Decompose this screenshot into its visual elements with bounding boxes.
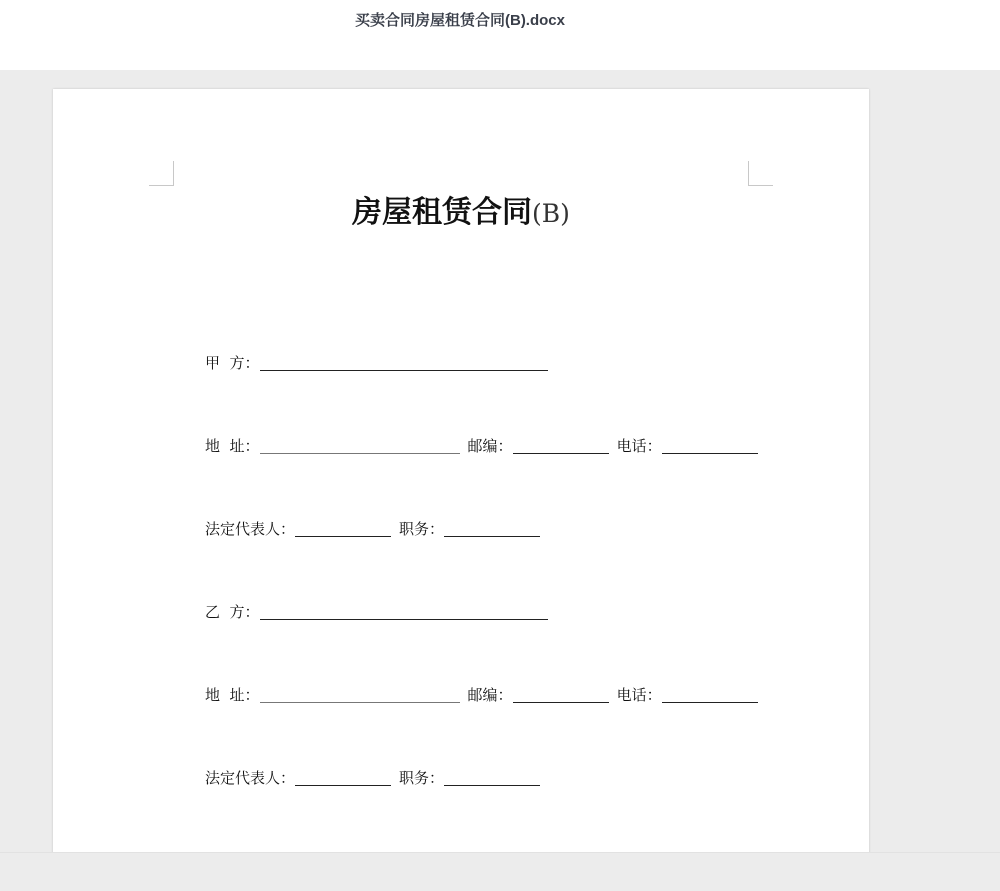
- document-viewer[interactable]: [0, 70, 1000, 852]
- contract-title-suffix: (B): [532, 199, 570, 228]
- party-b-name-row: [205, 600, 548, 622]
- party-a-address-row: [205, 434, 758, 456]
- party-a-address-blank: [260, 439, 460, 454]
- party-b-legal-rep-label: 法定代表人：: [205, 769, 296, 787]
- party-a-phone-blank: [662, 439, 758, 454]
- crop-mark-top-right: [748, 161, 773, 186]
- party-b-phone-label: 电话：: [616, 686, 662, 704]
- party-a-legal-rep-blank: [295, 522, 391, 537]
- party-a-name-blank: [260, 356, 548, 371]
- party-a-postcode-blank: [513, 439, 609, 454]
- bottom-bar: [0, 852, 1000, 891]
- party-b-address-blank: [260, 688, 460, 703]
- party-a-postcode-label: 邮编：: [467, 437, 513, 455]
- party-b-position-blank: [444, 771, 540, 786]
- contract-title-main: 房屋租赁合同: [352, 195, 533, 230]
- party-b-address-row: [205, 683, 758, 705]
- party-b-phone-blank: [662, 688, 758, 703]
- document-page: [53, 89, 869, 852]
- party-a-position-label: 职务：: [399, 520, 445, 538]
- party-b-legal-rep-row: [205, 766, 540, 788]
- party-b-postcode-blank: [513, 688, 609, 703]
- party-a-legal-rep-label: 法定代表人：: [205, 520, 296, 538]
- title-bar: [0, 0, 1000, 70]
- party-a-name-row: [205, 351, 548, 373]
- party-a-phone-label: 电话：: [616, 437, 662, 455]
- party-b-address-label: 地 址：: [205, 686, 260, 704]
- party-b-postcode-label: 邮编：: [467, 686, 513, 704]
- contract-title: [53, 187, 869, 231]
- crop-mark-top-left: [149, 161, 174, 186]
- party-b-name-blank: [260, 605, 548, 620]
- party-b-position-label: 职务：: [399, 769, 445, 787]
- party-a-address-label: 地 址：: [205, 437, 260, 455]
- party-a-position-blank: [444, 522, 540, 537]
- party-a-legal-rep-row: [205, 517, 540, 539]
- party-b-legal-rep-blank: [295, 771, 391, 786]
- party-a-name-label: 甲 方：: [205, 354, 260, 372]
- party-b-name-label: 乙 方：: [205, 603, 260, 621]
- document-filename: 买卖合同房屋租赁合同(B).docx: [354, 12, 565, 29]
